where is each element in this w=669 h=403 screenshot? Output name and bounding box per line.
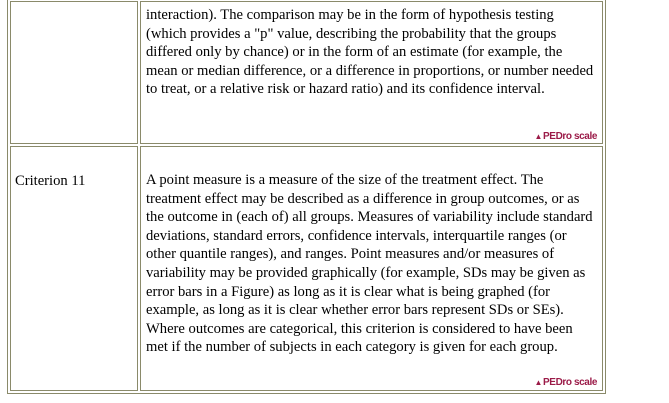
pedro-scale-link-label: PEDro scale [543, 131, 597, 142]
criterion-description: A point measure is a measure of the size of the treatment effect. The treatment effect may be described as a difference in group outcomes, or as the outcome in (each of) all groups. Measures of variability include standard deviations, standard errors, confidence intervals, interquartile ranges (or other quantile ranges), and ranges. Point measures and/or measures of variability may be provided graphically (for example, SDs may be given as error bars in a Figure) as long as it is clear what is being graphed (for example, as long as it is clear whether error bars represent SDs or SEs). Where outcomes are categorical, this criterion is considered to have been met if the number of subjects in each category is given for each group. [146, 172, 593, 356]
triangle-up-icon: ▲ [534, 378, 543, 387]
criteria-table [7, 0, 606, 394]
criterion-label: Criterion 11 [15, 173, 86, 189]
pedro-scale-link-label: PEDro scale [543, 377, 597, 388]
pedro-scale-link[interactable] [535, 131, 598, 142]
pedro-scale-link[interactable] [535, 377, 598, 388]
criterion-label-cell [10, 1, 138, 144]
criterion-description: interaction). The comparison may be in the form of hypothesis testing (which provides a "p" value, describing the probability that the groups differed only by chance) or in the form of an estimate (for example, the mean or median difference, or a difference in proportions, or number needed to treat, or a relative risk or hazard ratio) and its confidence interval. [146, 7, 594, 98]
triangle-up-icon: ▲ [534, 132, 543, 141]
table-row [10, 1, 603, 144]
criterion-description-cell [140, 1, 603, 144]
criterion-label-cell [10, 146, 138, 391]
criterion-label [11, 2, 137, 27]
table-row [10, 146, 603, 391]
criterion-description-cell [140, 146, 603, 391]
